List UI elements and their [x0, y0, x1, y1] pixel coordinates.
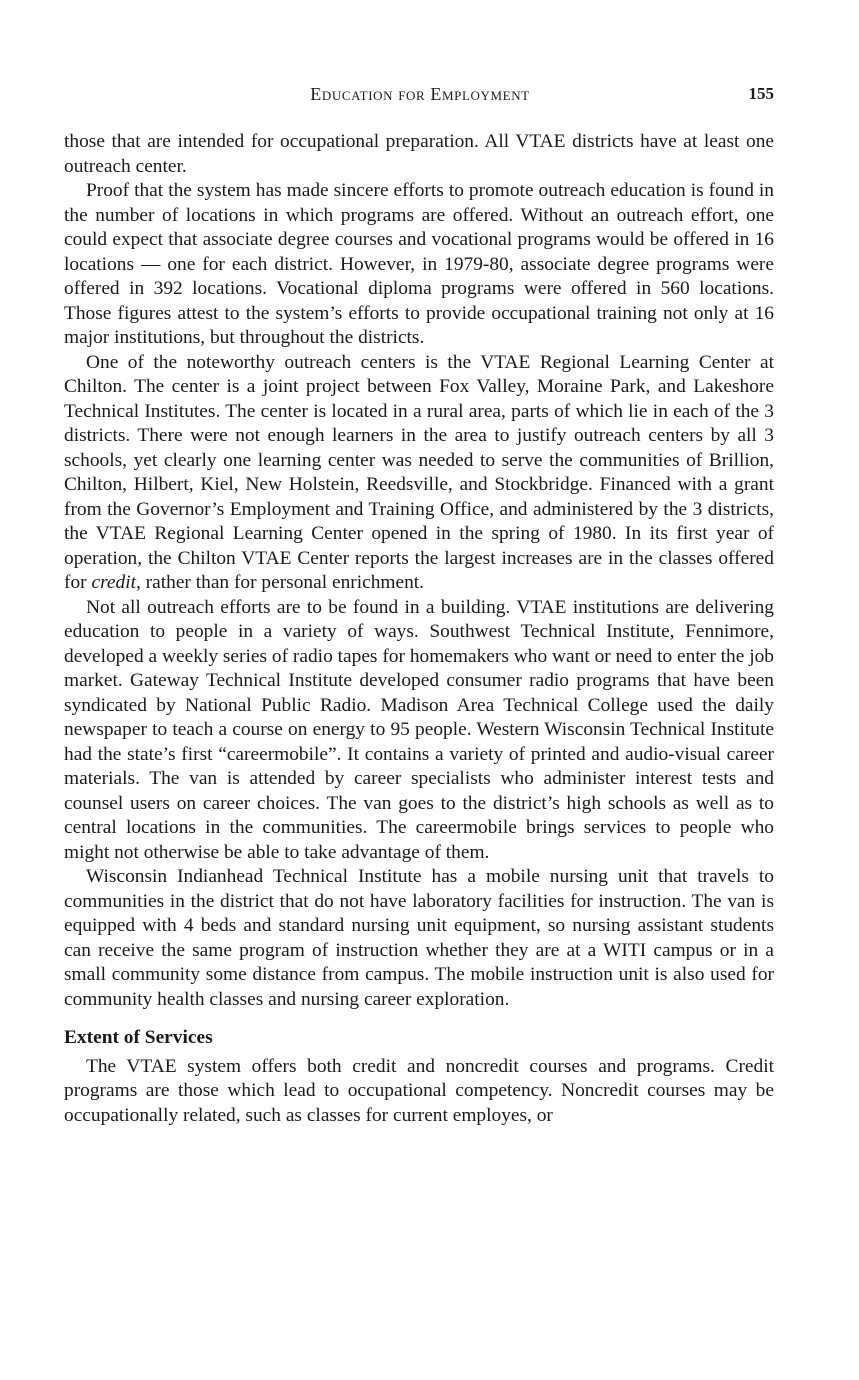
running-title: Education for Employment [310, 84, 530, 104]
paragraph-continuation: those that are intended for occupational preparation. All VTAE districts have at least one outreach center. [64, 131, 774, 177]
paragraph-text: , rather than for personal enrichment. [135, 572, 425, 593]
paragraph-chilton-center [64, 351, 774, 596]
paragraph-outreach-proof: Proof that the system has made sincere efforts to promote outreach education is found in the number of locations in which programs are offered. Without an outreach effort, one could expect that associate degree courses and vocational programs would be offered in 16 locations — one for each district. However, in 1979-80, associate degree programs were offered in 392 locations. Vocational diploma programs were offered in 560 locations. Those figures attest to the system’s efforts to provide occupational training not only at 16 major institutions, but throughout the districts. [64, 180, 774, 348]
section-heading: Extent of Services [64, 1027, 213, 1048]
paragraph-outreach-variety: Not all outreach efforts are to be found in a building. VTAE institutions are delivering education to people in a variety of ways. Southwest Technical Institute, Fennimore, developed a weekly series of radio tapes for homemakers who want or need to enter the job market. Gateway Technical Institute developed consumer radio programs that have been syndicated by National Public Radio. Madison Area Technical College used the daily newspaper to teach a course on energy to 95 people. Western Wisconsin Technical Institute had the state’s first “careermobile”. It contains a variety of printed and audio-visual career materials. The van is attended by career specialists who administer interest tests and counsel users on career choices. The van goes to the district’s high schools as well as to central locations in the communities. The careermobile brings services to people who might not otherwise be able to take advantage of them. [64, 596, 774, 863]
body-text [64, 130, 774, 1128]
paragraph-mobile-nursing: Wisconsin Indianhead Technical Institute has a mobile nursing unit that travels to communities in the district that do not have laboratory facilities for instruction. The van is equipped with 4 beds and standard nursing unit equipment, so nursing assistant students can receive the same program of instruction whether they are at a WITI campus or in a small community some distance from campus. The mobile instruction unit is also used for community health classes and nursing career exploration. [64, 866, 774, 1010]
paragraph-text: One of the noteworthy outreach centers is the VTAE Regional Learning Center at Chilton. The center is a joint project between Fox Valley, Moraine Park, and Lakeshore Technical Institutes. The center is located in a rural area, parts of which lie in each of the 3 districts. There were not enough learners in the area to justify outreach centers by all 3 schools, yet clearly one learning center was needed to serve the communities of Brillion, Chilton, Hilbert, Kiel, New Holstein, Reedsville, and Stockbridge. Financed with a grant from the Governor’s Employment and Training Office, and administered by the 3 districts, the VTAE Regional Learning Center opened in the spring of 1980. In its first year of operation, the Chilton VTAE Center reports the largest increases are in the classes offered for [64, 351, 774, 593]
emphasis-credit: credit [91, 572, 136, 593]
running-head [64, 84, 776, 110]
page-number: 155 [748, 84, 774, 103]
paragraph-extent-of-services: The VTAE system offers both credit and noncredit courses and programs. Credit programs are those which lead to occupational competency. Noncredit courses may be occupationally related, such as classes for current employes, or [64, 1055, 774, 1126]
